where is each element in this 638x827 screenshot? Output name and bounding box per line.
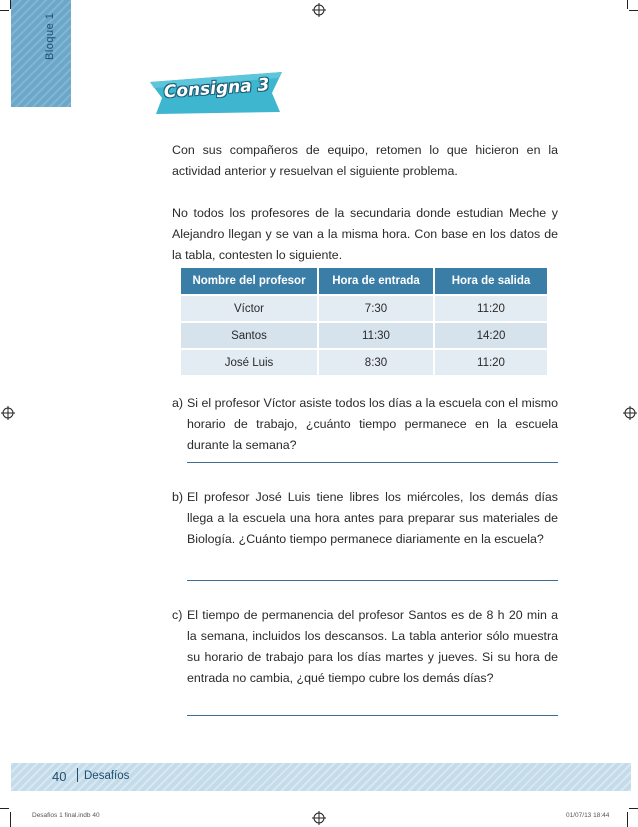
crop-mark: [0, 808, 9, 809]
slug-left: Desafios 1 final.indb 40: [32, 812, 100, 819]
crop-mark: [10, 812, 11, 827]
table-cell: 8:30: [319, 348, 435, 375]
question-text: Si el profesor Víctor asiste todos los días a la escuela con el mismo horario de trabajo, ¿cuánto tiempo permanece en la escuela durante la semana?: [187, 396, 558, 452]
registration-mark-icon: [1, 406, 15, 420]
table-row: [181, 321, 547, 348]
question-text: El tiempo de permanencia del profesor Santos es de 8 h 20 min a la semana, incluidos los descansos. La tabla anterior sólo muestra su horario de trabajo para los días martes y jueves. Si su hora de entrada no cambia, ¿qué tiempo cubre los demás días?: [187, 608, 558, 685]
registration-mark-icon: [312, 3, 326, 17]
book-title: Desafíos: [84, 770, 130, 782]
table-cell: José Luis: [181, 348, 319, 375]
table-header: Hora de entrada: [319, 268, 435, 294]
schedule-table: [181, 268, 547, 375]
table-cell: 14:20: [435, 321, 547, 348]
answer-line-b[interactable]: [187, 580, 558, 581]
question-letter: b): [172, 490, 184, 504]
crop-mark: [627, 0, 628, 9]
table-header: Nombre del profesor: [181, 268, 319, 294]
side-tab: [11, 0, 71, 107]
intro-paragraph: Con sus compañeros de equipo, retomen lo que hicieron en la actividad anterior y resuelvan el siguiente problema.: [172, 143, 558, 178]
table-header-row: [181, 268, 547, 294]
slug-right: 01/07/13 18:44: [566, 812, 610, 819]
registration-mark-icon: [312, 811, 326, 825]
registration-mark-icon: [623, 406, 637, 420]
side-tab-label: Bloque 1: [44, 12, 56, 60]
table-cell: Víctor: [181, 294, 319, 321]
footer-divider: [77, 768, 78, 782]
crop-mark: [629, 808, 638, 809]
question-b: [172, 487, 558, 550]
crop-mark: [0, 10, 9, 11]
problem-paragraph: No todos los profesores de la secundaria donde estudian Meche y Alejandro llegan y se van a la misma hora. Con base en los datos de la tabla, contesten lo siguiente.: [172, 206, 558, 262]
table-header: Hora de salida: [435, 268, 547, 294]
question-c: [172, 605, 558, 689]
answer-line-c[interactable]: [187, 715, 558, 716]
page-number: 40: [52, 769, 67, 784]
answer-line-a[interactable]: [187, 462, 558, 463]
crop-mark: [627, 812, 628, 827]
table-cell: Santos: [181, 321, 319, 348]
table-row: [181, 294, 547, 321]
table-cell: 7:30: [319, 294, 435, 321]
consigna-title: Consigna 3: [163, 75, 271, 103]
question-letter: a): [172, 396, 184, 410]
table-cell: 11:20: [435, 348, 547, 375]
table-cell: 11:20: [435, 294, 547, 321]
table-cell: 11:30: [319, 321, 435, 348]
question-a: [172, 393, 558, 456]
question-text: El profesor José Luis tiene libres los miércoles, los demás días llega a la escuela una hora antes para preparar sus materiales de Biología. ¿Cuánto tiempo permanece diariamente en la escuela?: [187, 490, 558, 546]
table-row: [181, 348, 547, 375]
crop-mark: [629, 10, 638, 11]
question-letter: c): [172, 608, 183, 622]
